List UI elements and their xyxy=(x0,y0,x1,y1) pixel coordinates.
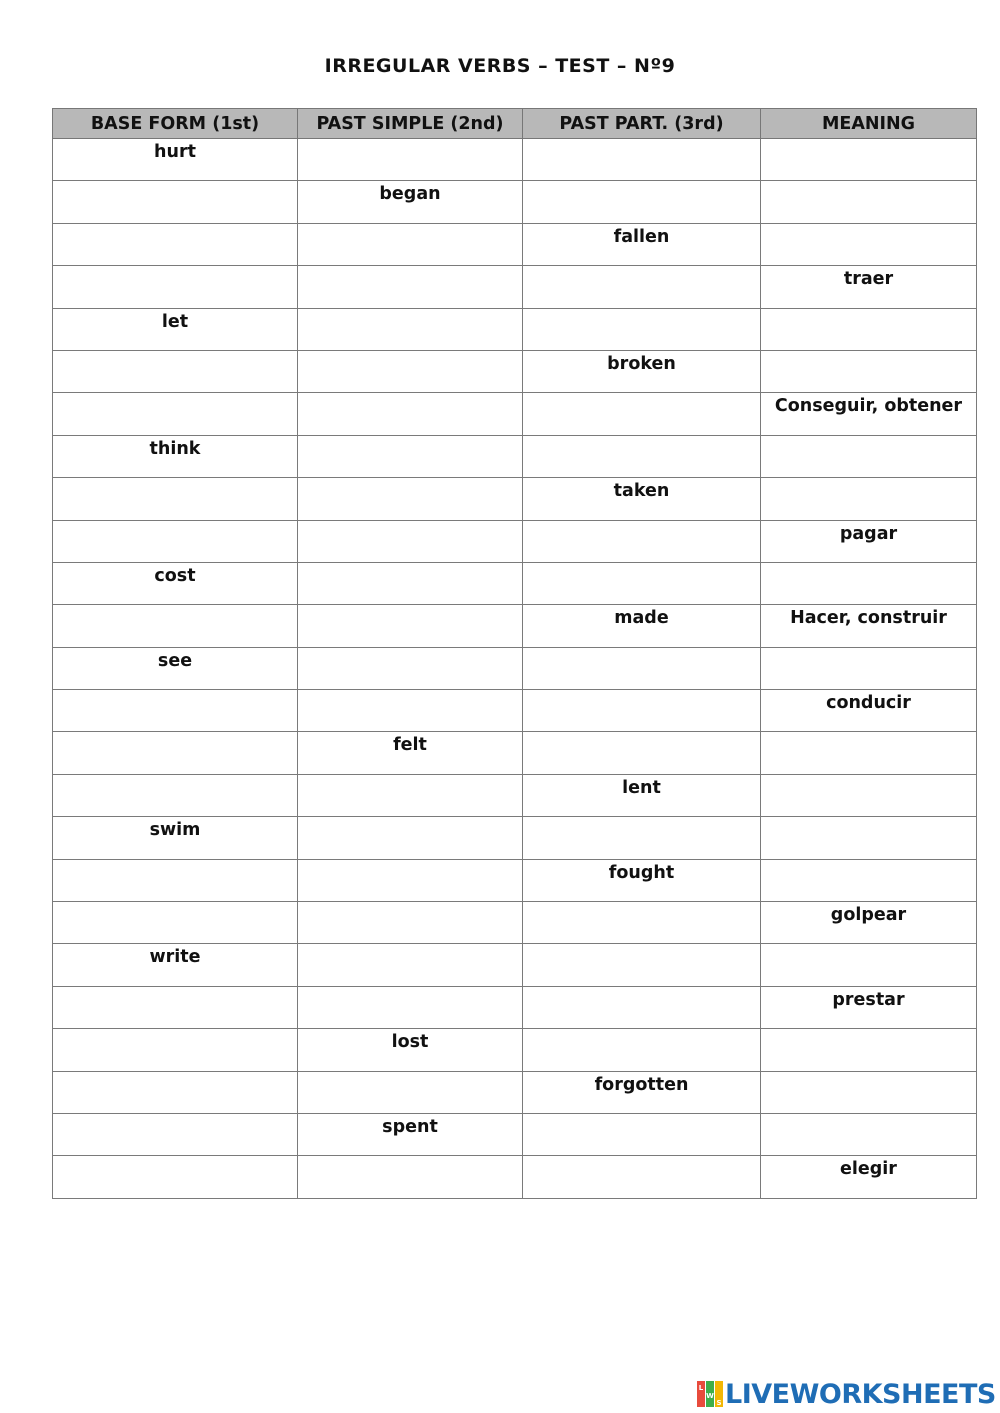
cell-base-form[interactable] xyxy=(53,732,298,774)
cell-base-form[interactable] xyxy=(53,1156,298,1198)
cell-meaning[interactable] xyxy=(761,435,977,477)
cell-base-form[interactable] xyxy=(53,181,298,223)
cell-past-participle[interactable] xyxy=(523,732,761,774)
verbs-table xyxy=(52,108,977,1199)
cell-base-form: swim xyxy=(53,817,298,859)
cell-past-simple[interactable] xyxy=(298,308,523,350)
cell-past-participle[interactable] xyxy=(523,1029,761,1071)
cell-past-simple[interactable] xyxy=(298,1071,523,1113)
cell-past-participle: forgotten xyxy=(523,1071,761,1113)
cell-base-form[interactable] xyxy=(53,986,298,1028)
cell-past-participle[interactable] xyxy=(523,562,761,604)
cell-base-form[interactable] xyxy=(53,859,298,901)
table-header-row xyxy=(53,109,977,139)
cell-past-participle: taken xyxy=(523,478,761,520)
cell-past-simple[interactable] xyxy=(298,139,523,181)
cell-meaning[interactable] xyxy=(761,859,977,901)
cell-meaning[interactable] xyxy=(761,774,977,816)
cell-meaning: traer xyxy=(761,266,977,308)
cell-past-simple[interactable] xyxy=(298,478,523,520)
cell-meaning[interactable] xyxy=(761,1029,977,1071)
logo-text: LIVEWORKSHEETS xyxy=(725,1378,996,1410)
cell-meaning[interactable] xyxy=(761,308,977,350)
cell-past-simple[interactable] xyxy=(298,690,523,732)
cell-meaning[interactable] xyxy=(761,223,977,265)
cell-past-participle[interactable] xyxy=(523,139,761,181)
table-row xyxy=(53,1029,977,1071)
table-row xyxy=(53,859,977,901)
cell-past-simple[interactable] xyxy=(298,986,523,1028)
cell-past-participle: fought xyxy=(523,859,761,901)
cell-meaning: Conseguir, obtener xyxy=(761,393,977,435)
cell-meaning: elegir xyxy=(761,1156,977,1198)
cell-past-simple[interactable] xyxy=(298,393,523,435)
cell-meaning: prestar xyxy=(761,986,977,1028)
cell-past-participle[interactable] xyxy=(523,181,761,223)
cell-meaning[interactable] xyxy=(761,817,977,859)
cell-past-participle[interactable] xyxy=(523,1156,761,1198)
table-row xyxy=(53,350,977,392)
cell-past-simple[interactable] xyxy=(298,902,523,944)
cell-past-simple[interactable] xyxy=(298,859,523,901)
cell-past-participle[interactable] xyxy=(523,944,761,986)
table-row xyxy=(53,478,977,520)
liveworksheets-logo xyxy=(697,1378,996,1410)
cell-meaning[interactable] xyxy=(761,139,977,181)
header-meaning: MEANING xyxy=(761,109,977,139)
cell-past-simple[interactable] xyxy=(298,266,523,308)
cell-past-simple[interactable] xyxy=(298,435,523,477)
header-base-form: BASE FORM (1st) xyxy=(53,109,298,139)
cell-past-simple[interactable] xyxy=(298,520,523,562)
cell-meaning: Hacer, construir xyxy=(761,605,977,647)
table-row xyxy=(53,647,977,689)
cell-past-participle[interactable] xyxy=(523,1113,761,1155)
table-row xyxy=(53,605,977,647)
cell-base-form: write xyxy=(53,944,298,986)
table-row xyxy=(53,562,977,604)
cell-past-simple[interactable] xyxy=(298,647,523,689)
logo-icon-letter: W xyxy=(706,1392,714,1400)
cell-past-simple: lost xyxy=(298,1029,523,1071)
cell-meaning[interactable] xyxy=(761,350,977,392)
cell-meaning[interactable] xyxy=(761,1071,977,1113)
cell-past-simple: felt xyxy=(298,732,523,774)
cell-base-form[interactable] xyxy=(53,902,298,944)
cell-base-form: let xyxy=(53,308,298,350)
cell-past-simple[interactable] xyxy=(298,223,523,265)
cell-past-simple[interactable] xyxy=(298,350,523,392)
cell-past-simple: began xyxy=(298,181,523,223)
cell-past-participle: made xyxy=(523,605,761,647)
cell-meaning[interactable] xyxy=(761,1113,977,1155)
cell-base-form: think xyxy=(53,435,298,477)
logo-icon-letter: S xyxy=(716,1399,722,1407)
table-row xyxy=(53,308,977,350)
header-past-simple: PAST SIMPLE (2nd) xyxy=(298,109,523,139)
cell-base-form[interactable] xyxy=(53,520,298,562)
cell-meaning: golpear xyxy=(761,902,977,944)
cell-past-participle[interactable] xyxy=(523,435,761,477)
cell-past-simple[interactable] xyxy=(298,1156,523,1198)
logo-icon-letter: L xyxy=(698,1384,704,1392)
table-row xyxy=(53,902,977,944)
cell-past-participle[interactable] xyxy=(523,647,761,689)
table-row xyxy=(53,1156,977,1198)
cell-base-form[interactable] xyxy=(53,266,298,308)
cell-past-participle[interactable] xyxy=(523,266,761,308)
table-row xyxy=(53,266,977,308)
cell-meaning[interactable] xyxy=(761,647,977,689)
cell-past-simple[interactable] xyxy=(298,605,523,647)
table-row xyxy=(53,732,977,774)
cell-past-participle: lent xyxy=(523,774,761,816)
table-body xyxy=(53,139,977,1199)
table-row xyxy=(53,690,977,732)
cell-past-simple: spent xyxy=(298,1113,523,1155)
cell-meaning: pagar xyxy=(761,520,977,562)
cell-past-participle[interactable] xyxy=(523,986,761,1028)
cell-base-form: cost xyxy=(53,562,298,604)
cell-past-participle[interactable] xyxy=(523,393,761,435)
table-row xyxy=(53,435,977,477)
table-row xyxy=(53,817,977,859)
cell-past-participle[interactable] xyxy=(523,520,761,562)
cell-past-simple[interactable] xyxy=(298,817,523,859)
cell-meaning: conducir xyxy=(761,690,977,732)
table-row xyxy=(53,223,977,265)
table-row xyxy=(53,774,977,816)
table-row xyxy=(53,393,977,435)
cell-past-participle[interactable] xyxy=(523,690,761,732)
cell-base-form[interactable] xyxy=(53,393,298,435)
liveworksheets-icon xyxy=(697,1381,723,1407)
cell-base-form: hurt xyxy=(53,139,298,181)
header-past-participle: PAST PART. (3rd) xyxy=(523,109,761,139)
table-row xyxy=(53,139,977,181)
cell-meaning[interactable] xyxy=(761,478,977,520)
cell-past-participle[interactable] xyxy=(523,902,761,944)
cell-past-simple[interactable] xyxy=(298,774,523,816)
cell-base-form[interactable] xyxy=(53,1071,298,1113)
cell-past-simple[interactable] xyxy=(298,944,523,986)
cell-base-form[interactable] xyxy=(53,350,298,392)
cell-base-form: see xyxy=(53,647,298,689)
cell-base-form[interactable] xyxy=(53,1029,298,1071)
table-row xyxy=(53,1071,977,1113)
cell-past-participle[interactable] xyxy=(523,308,761,350)
table-row xyxy=(53,181,977,223)
cell-meaning[interactable] xyxy=(761,562,977,604)
cell-base-form[interactable] xyxy=(53,223,298,265)
table-row xyxy=(53,520,977,562)
cell-past-participle[interactable] xyxy=(523,817,761,859)
cell-base-form[interactable] xyxy=(53,774,298,816)
cell-base-form[interactable] xyxy=(53,605,298,647)
table-row xyxy=(53,944,977,986)
table-row xyxy=(53,1113,977,1155)
cell-past-simple[interactable] xyxy=(298,562,523,604)
cell-meaning[interactable] xyxy=(761,944,977,986)
cell-base-form[interactable] xyxy=(53,690,298,732)
table-row xyxy=(53,986,977,1028)
cell-meaning[interactable] xyxy=(761,181,977,223)
cell-base-form[interactable] xyxy=(53,1113,298,1155)
cell-past-participle: fallen xyxy=(523,223,761,265)
cell-base-form[interactable] xyxy=(53,478,298,520)
cell-meaning[interactable] xyxy=(761,732,977,774)
cell-past-participle: broken xyxy=(523,350,761,392)
page-title: IRREGULAR VERBS – TEST – Nº9 xyxy=(324,55,676,77)
